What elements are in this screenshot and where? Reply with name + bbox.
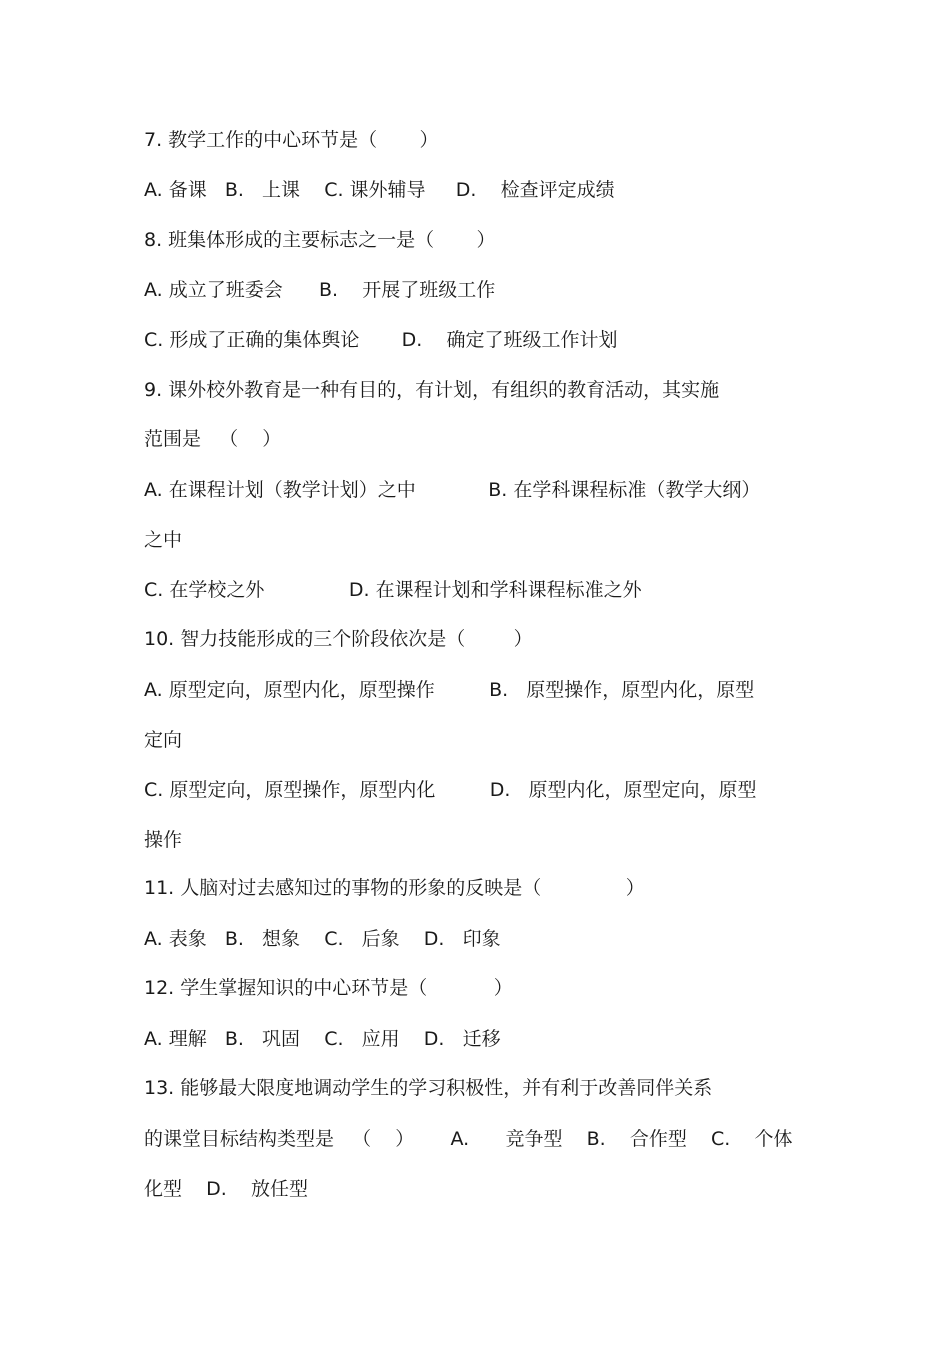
question-8-options-ab: A. 成立了班委会 B. 开展了班级工作 bbox=[144, 279, 496, 301]
question-13-options-cont: 化型 D. 放任型 bbox=[144, 1178, 308, 1200]
question-9-options-cd: C. 在学校之外 D. 在课程计划和学科课程标准之外 bbox=[144, 579, 642, 601]
question-7-options: A. 备课 B. 上课 C. 课外辅导 D. 检查评定成绩 bbox=[144, 179, 615, 201]
question-10-options-ab: A. 原型定向，原型内化，原型操作 B. 原型操作，原型内化，原型 bbox=[144, 679, 755, 701]
question-9-options-ab-cont: 之中 bbox=[144, 529, 183, 551]
question-12: 12. 学生掌握知识的中心环节是（ ） bbox=[144, 977, 513, 999]
question-11: 11. 人脑对过去感知过的事物的形象的反映是（ ） bbox=[144, 877, 645, 899]
question-8: 8. 班集体形成的主要标志之一是（ ） bbox=[144, 229, 496, 251]
question-10-options-cd: C. 原型定向，原型操作，原型内化 D. 原型内化，原型定向，原型 bbox=[144, 779, 757, 801]
question-9-cont: 范围是 （ ） bbox=[144, 428, 282, 450]
question-12-options: A. 理解 B. 巩固 C. 应用 D. 迁移 bbox=[144, 1028, 501, 1050]
question-13: 13. 能够最大限度地调动学生的学习积极性，并有利于改善同伴关系 bbox=[144, 1077, 713, 1099]
question-10-options-cd-cont: 操作 bbox=[144, 829, 183, 851]
question-10: 10. 智力技能形成的三个阶段依次是（ ） bbox=[144, 628, 533, 650]
question-13-cont: 的课堂目标结构类型是 （ ） A. 竞争型 B. 合作型 C. 个体 bbox=[144, 1128, 793, 1150]
question-11-options: A. 表象 B. 想象 C. 后象 D. 印象 bbox=[144, 928, 501, 950]
question-9-options-ab: A. 在课程计划（教学计划）之中 B. 在学科课程标准（教学大纲） bbox=[144, 479, 761, 501]
question-10-options-ab-cont: 定向 bbox=[144, 729, 183, 751]
question-8-options-cd: C. 形成了正确的集体舆论 D. 确定了班级工作计划 bbox=[144, 329, 618, 351]
question-9: 9. 课外校外教育是一种有目的，有计划，有组织的教育活动，其实施 bbox=[144, 379, 720, 401]
question-7: 7. 教学工作的中心环节是（ ） bbox=[144, 129, 439, 151]
